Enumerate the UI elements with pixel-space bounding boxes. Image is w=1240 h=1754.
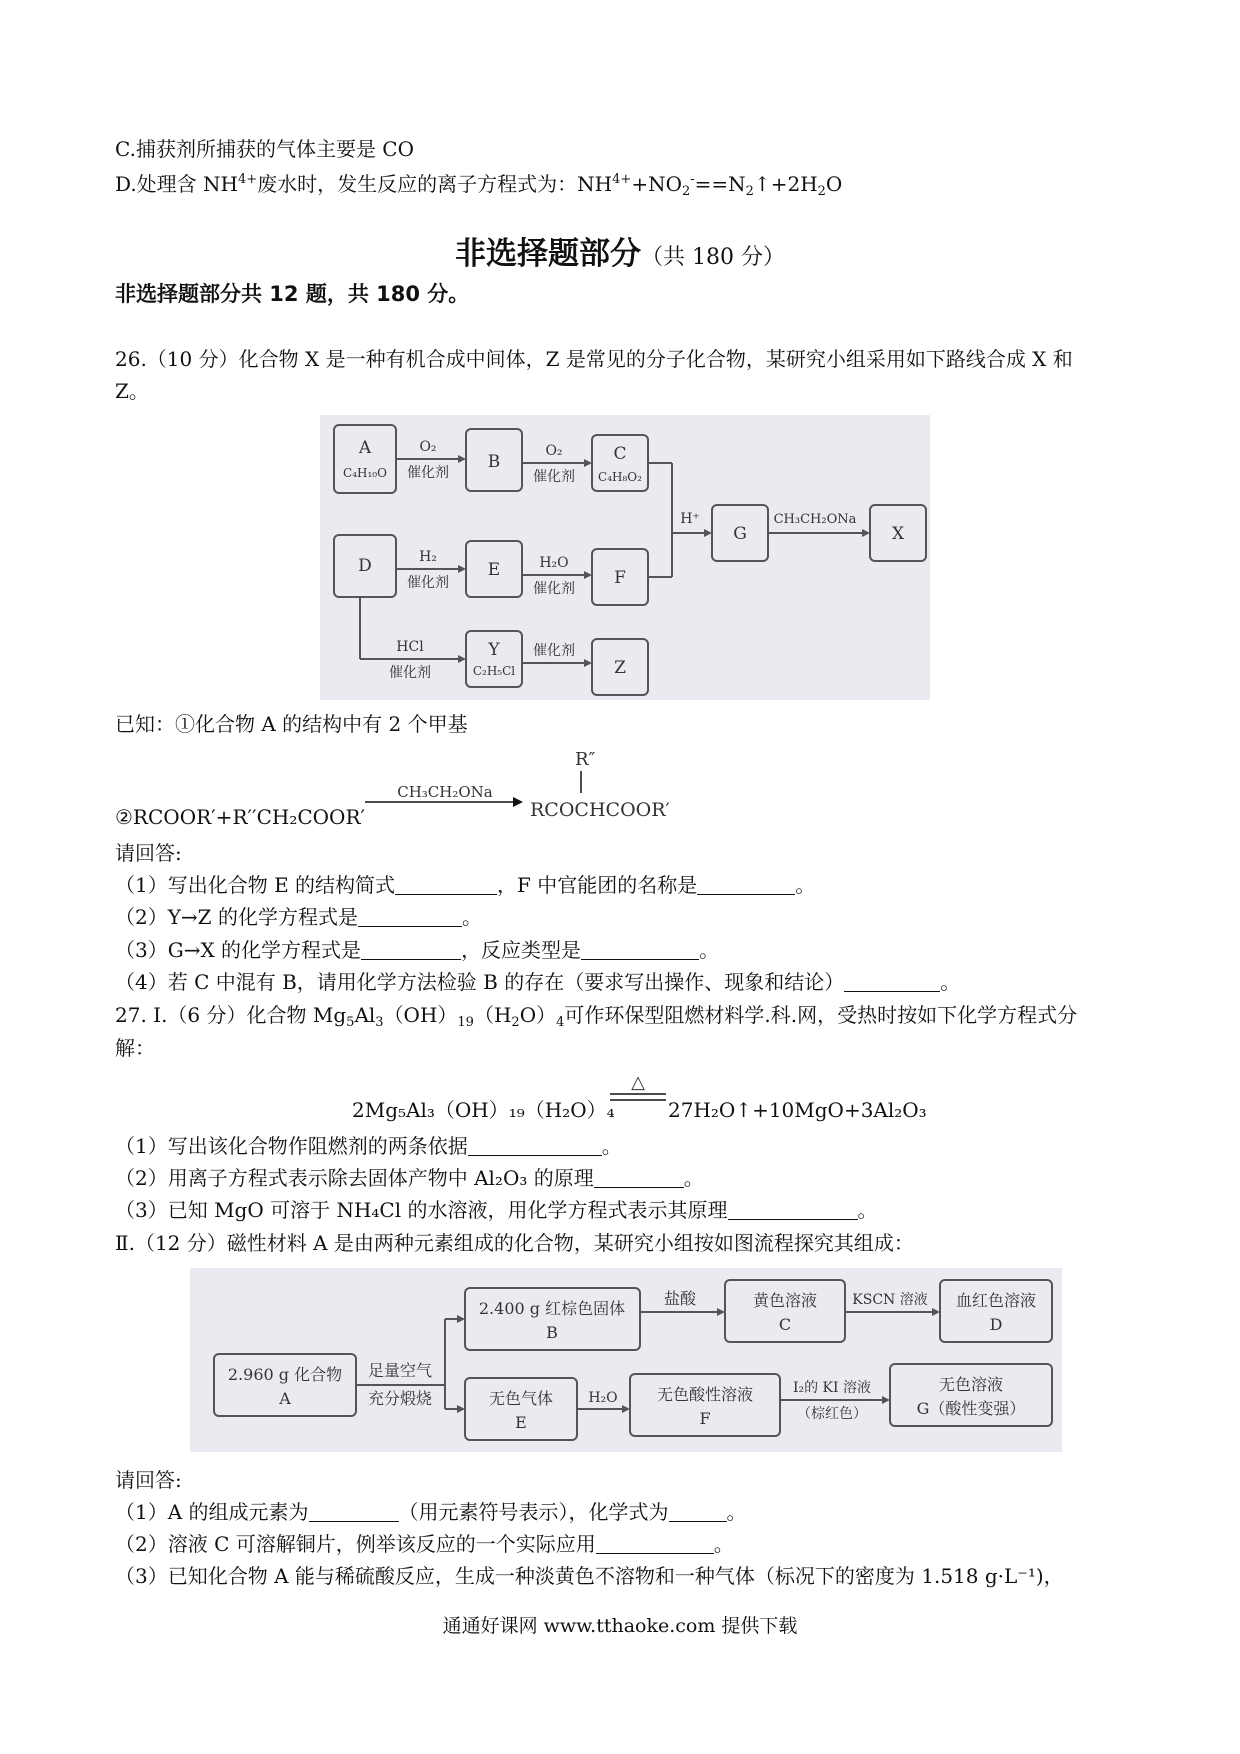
q27-part-i-stem: 27. Ⅰ.（6 分）化合物 $Mg_5Al_3(OH)_{19}(H_2O)_4$可作环保型阻燃材料学.科.网，受热时按如下化学方程式分 xyxy=(115,1003,1078,1030)
page-footer: 通通好课网 www.tthaoke.com 提供下载 xyxy=(442,1615,798,1637)
q26-part-1: （1）写出化合物 E 的结构简式 ，F 中官能团的名称是 。 xyxy=(115,873,816,897)
node-g: G xyxy=(733,524,747,544)
catalyst-1: 催化剂 xyxy=(407,465,449,481)
decomposition-equation-right: 27H₂O↑+10MgO+3Al₂O₃ xyxy=(668,1098,927,1122)
reagent-hcl-acid: 盐酸 xyxy=(663,1289,697,1308)
node-d-desc: 血红色溶液 xyxy=(955,1291,1037,1310)
node-e: E xyxy=(487,560,501,580)
node-a-formula: C₄H₁₀O xyxy=(343,466,387,480)
q27-i-part-3: （3）已知 MgO 可溶于 NH₄Cl 的水溶液，用化学方程式表示其原理 。 xyxy=(115,1198,878,1222)
node-y-formula: C₂H₅Cl xyxy=(472,664,516,678)
section-intro: 非选择题部分共 12 题，共 180 分。 xyxy=(115,282,470,306)
catalyst-6: 催化剂 xyxy=(533,643,575,659)
node-c-label: C xyxy=(778,1315,792,1334)
node-z: Z xyxy=(614,658,626,678)
node-g-label: G（酸性变强） xyxy=(916,1399,1026,1418)
decomposition-equation-left: 2Mg₅Al₃（OH）₁₉（H₂O）₄ xyxy=(352,1098,615,1122)
node-g-desc: 无色溶液 xyxy=(938,1375,1004,1394)
reagent-o2-1: O₂ xyxy=(419,439,437,455)
q26-part-3: （3）G→X 的化学方程式是 ，反应类型是 。 xyxy=(115,938,720,962)
option-c: C.捕获剂所捕获的气体主要是 CO xyxy=(115,137,415,161)
known-2-reaction xyxy=(365,745,695,840)
reagent-h2: H₂ xyxy=(419,549,437,565)
node-x: X xyxy=(891,524,905,544)
node-d-label: D xyxy=(989,1315,1003,1334)
catalyst-3: 催化剂 xyxy=(407,575,449,591)
node-c: C xyxy=(613,444,627,464)
q27-part-ii-stem: Ⅱ.（12 分）磁性材料 A 是由两种元素组成的化合物，某研究小组按如图流程探究其组成： xyxy=(115,1231,914,1255)
reagent-o2-2: O₂ xyxy=(545,443,563,459)
q26-part-4: （4）若 C 中混有 B，请用化学方法检验 B 的存在（要求写出操作、现象和结论） 。 xyxy=(115,970,961,994)
q26-stem: 26.（10 分）化合物 X 是一种有机合成中间体，Z 是常见的分子化合物，某研究小组采用如下路线合成 X 和 xyxy=(115,347,1073,371)
known-2-r-group: R″ xyxy=(575,749,596,770)
node-a-mass: 2.960 g 化合物 xyxy=(227,1365,343,1384)
q27-ii-part-3: （3）已知化合物 A 能与稀硫酸反应，生成一种淡黄色不溶物和一种气体（标况下的密度为 1.518 g·L⁻¹)， xyxy=(115,1564,1064,1588)
reagent-iodine-color: （棕红色） xyxy=(797,1406,867,1422)
q26-known-1: 已知：①化合物 A 的结构中有 2 个甲基 xyxy=(115,712,468,736)
q26-ask: 请回答: xyxy=(115,841,182,865)
node-e-label: E xyxy=(515,1413,527,1432)
q26-known-2: ②RCOOR′+R′′CH₂COOR′ xyxy=(115,805,366,829)
node-f-label: F xyxy=(699,1409,711,1428)
catalyst-2: 催化剂 xyxy=(533,469,575,485)
node-b: B xyxy=(487,452,501,472)
reagent-hcl: HCl xyxy=(396,639,424,655)
section-heading: 非选择题部分（共 180 分） xyxy=(455,236,785,272)
node-c-desc: 黄色溶液 xyxy=(752,1291,818,1310)
node-e-desc: 无色气体 xyxy=(488,1389,554,1408)
known-2-reagent: CH₃CH₂ONa xyxy=(397,783,493,801)
node-f-desc: 无色酸性溶液 xyxy=(656,1385,754,1404)
reagent-hplus: H⁺ xyxy=(680,511,700,527)
q26-part-2: （2）Y→Z 的化学方程式是 。 xyxy=(115,905,482,929)
reagent-kscn: KSCN 溶液 xyxy=(852,1292,928,1308)
node-f: F xyxy=(614,568,626,588)
condition-burn: 充分煅烧 xyxy=(367,1389,433,1408)
known-2-product: RCOCHCOOR′ xyxy=(530,799,670,821)
composition-flow-diagram xyxy=(190,1268,1062,1452)
synthesis-route-diagram xyxy=(320,415,930,700)
q27-i-part-2: （2）用离子方程式表示除去固体产物中 Al₂O₃ 的原理 。 xyxy=(115,1166,704,1190)
node-a: A xyxy=(358,438,372,458)
reagent-h2o: H₂O xyxy=(539,555,569,571)
q27-i-part-1: （1）写出该化合物作阻燃剂的两条依据 。 xyxy=(115,1134,622,1158)
q27-ii-part-1: （1）A 的组成元素为 （用元素符号表示），化学式为 。 xyxy=(115,1500,747,1524)
node-y: Y xyxy=(488,640,500,660)
option-d: D.处理含 $NH^{4+}$废水时，发生反应的离子方程式为：$NH^{4+}+NO_2^-==N_2↑+2H_2O$ xyxy=(115,172,843,199)
reagent-naoet: CH₃CH₂ONa xyxy=(773,512,857,527)
node-a-label: A xyxy=(279,1389,291,1408)
reagent-water: H₂O xyxy=(588,1390,618,1406)
node-c-formula: C₄H₈O₂ xyxy=(598,470,642,484)
node-d: D xyxy=(358,556,372,576)
q27-part-i-stem-cont: 解： xyxy=(115,1036,155,1060)
q26-stem-cont: Z。 xyxy=(115,379,149,403)
catalyst-5: 催化剂 xyxy=(389,665,431,681)
q27-ii-ask: 请回答: xyxy=(115,1468,182,1492)
svg-text:△: △ xyxy=(631,1072,645,1093)
catalyst-4: 催化剂 xyxy=(533,581,575,597)
q27-ii-part-2: （2）溶液 C 可溶解铜片，例举该反应的一个实际应用 。 xyxy=(115,1532,734,1556)
equation-heat-condition xyxy=(608,1070,668,1120)
condition-air: 足量空气 xyxy=(367,1361,433,1380)
node-b-desc: 2.400 g 红棕色固体 xyxy=(478,1299,626,1318)
reagent-iodine: I₂的 KI 溶液 xyxy=(792,1380,872,1396)
node-b-label: B xyxy=(546,1323,558,1342)
